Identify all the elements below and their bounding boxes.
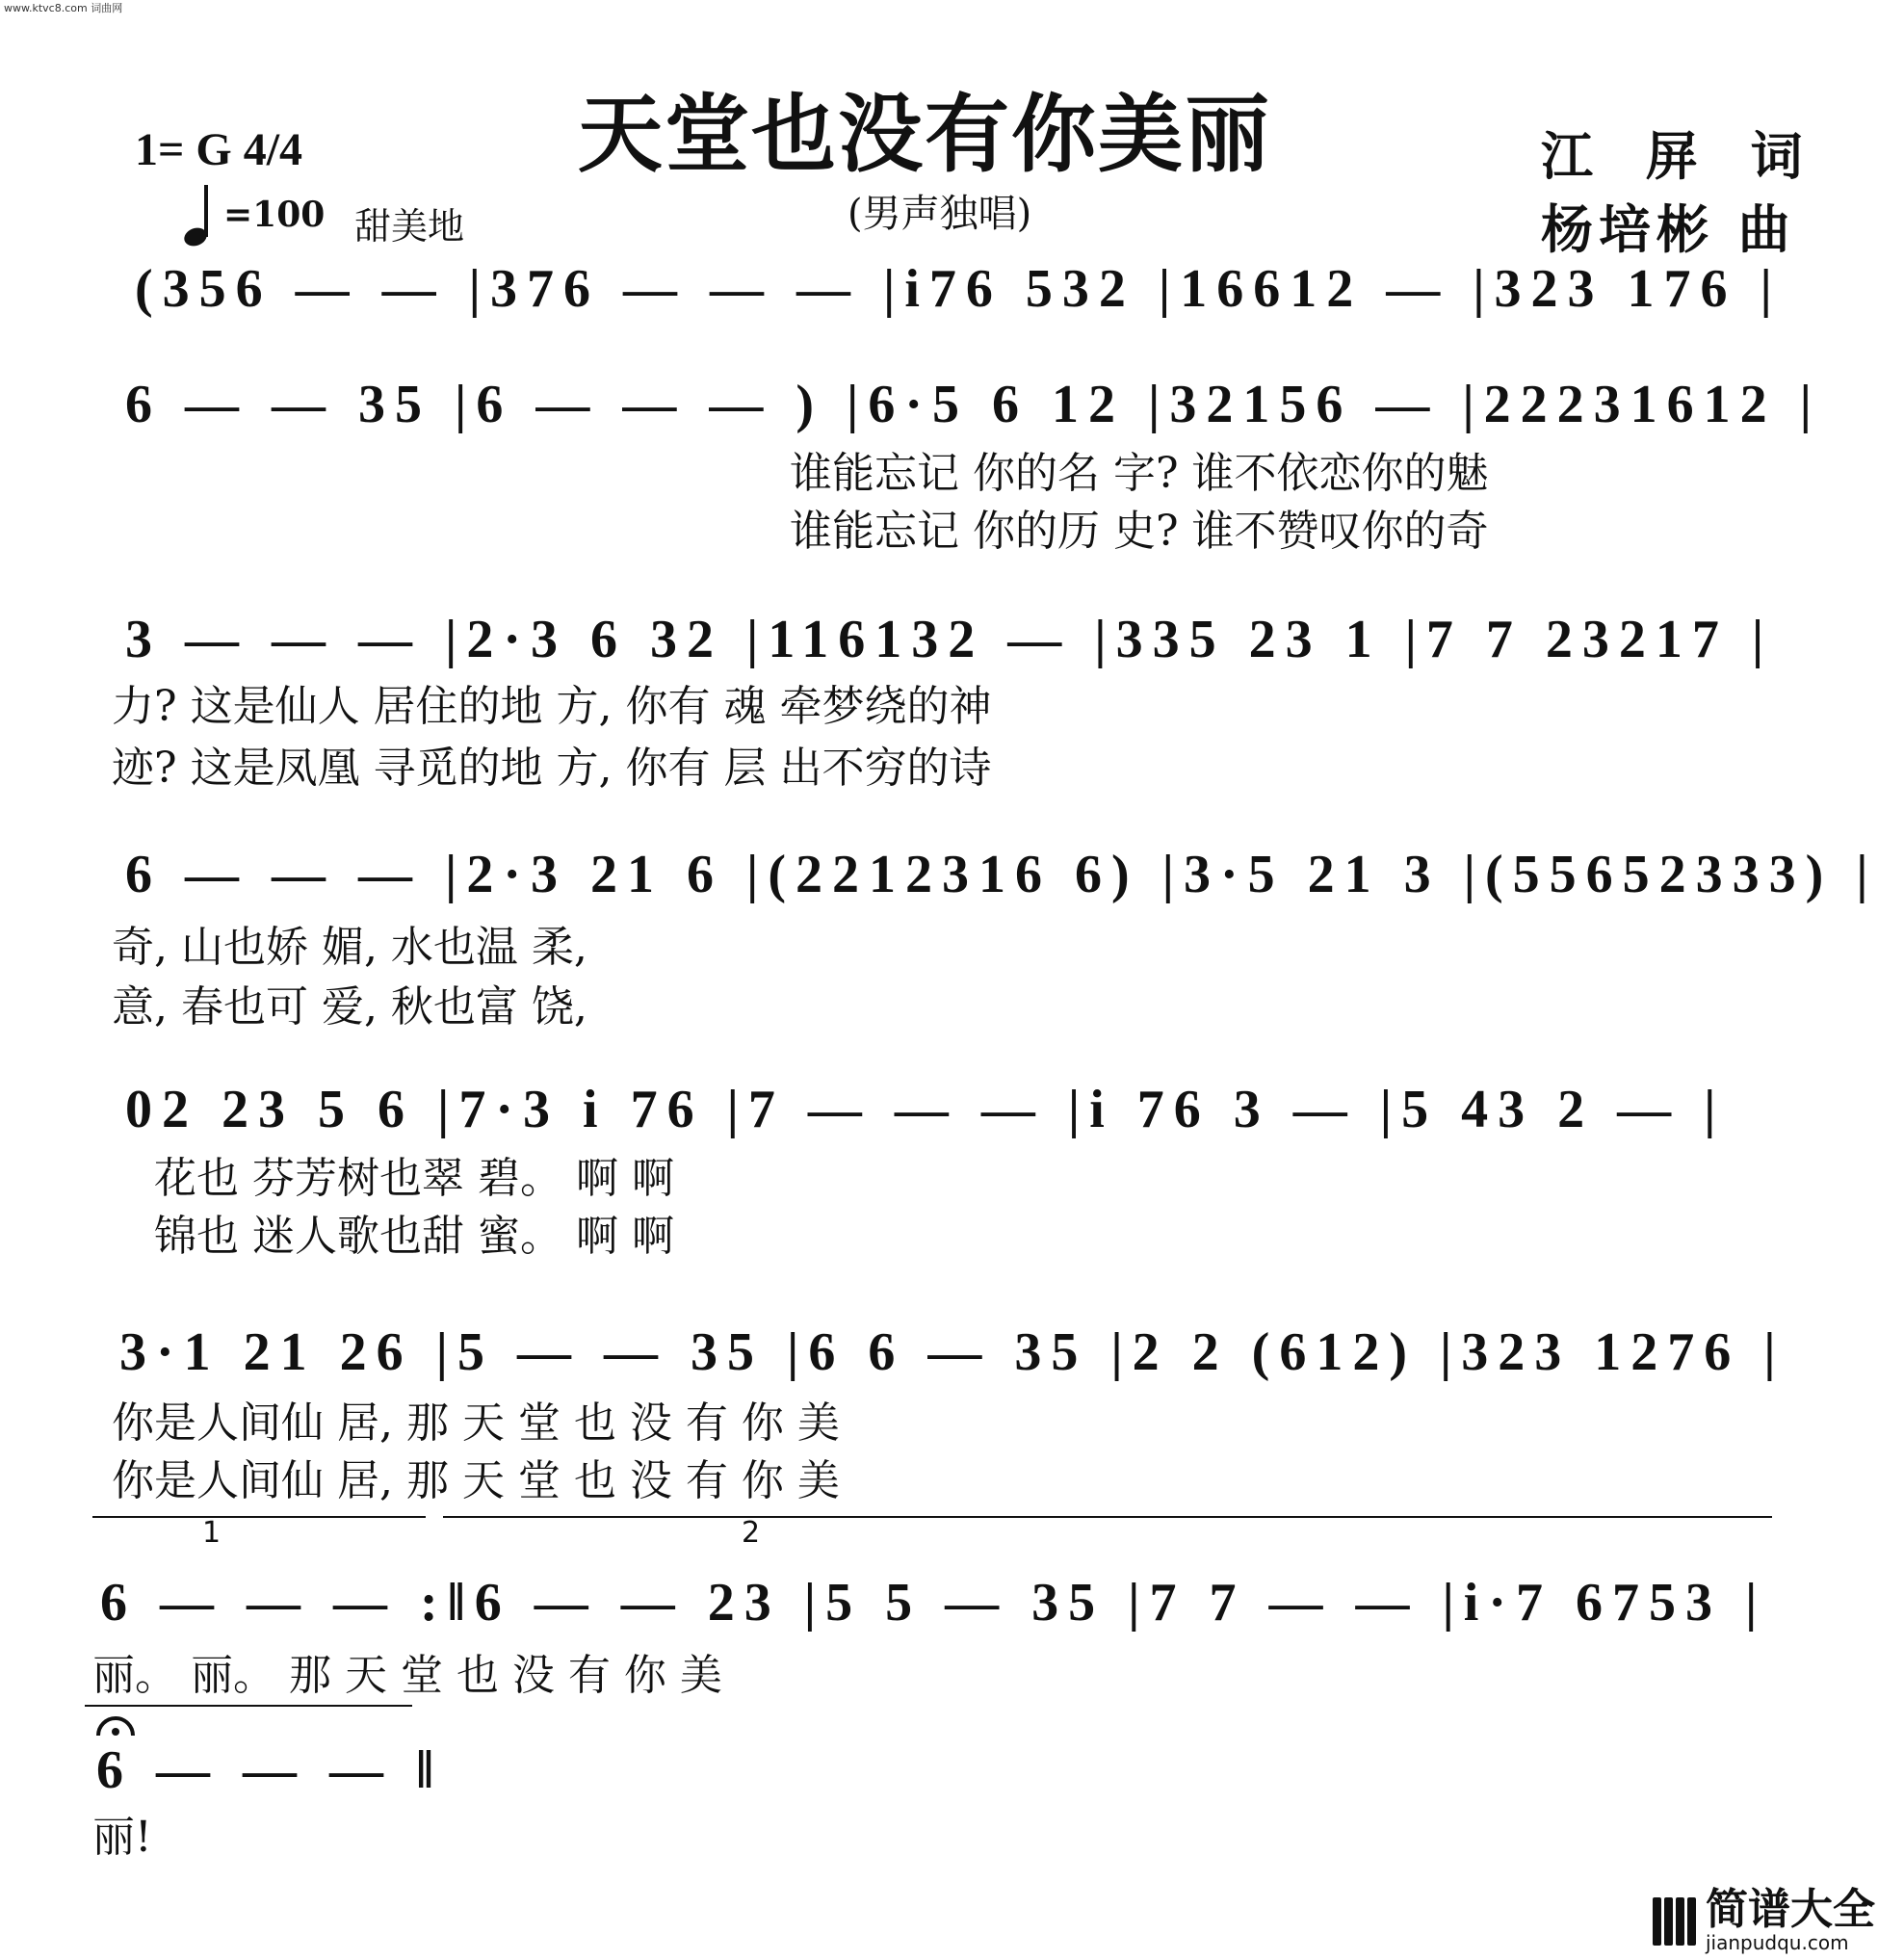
score-row-4-lyric-1: 奇, 山也娇 媚, 水也温 柔, bbox=[112, 923, 587, 972]
volta-1-bracket bbox=[92, 1516, 426, 1541]
score-row-5-notes: 02 23 5 6 |7·3 i 76 |7 — — — |i 76 3 — |5 43 2 — | bbox=[125, 1080, 1726, 1139]
score-row-2-lyric-1: 谁能忘记 你的名 字? 谁不依恋你的魅 bbox=[790, 449, 1489, 498]
brand-name: 简谱大全 bbox=[1706, 1885, 1875, 1934]
score-row-1-notes: (356 — — |376 — — — |i76 532 |16612 — |323 176 | bbox=[135, 259, 1782, 319]
song-title: 天堂也没有你美丽 bbox=[578, 84, 1272, 184]
score-row-3-lyric-1: 力? 这是仙人 居住的地 方, 你有 魂 牵梦绕的神 bbox=[112, 682, 992, 731]
brand-url: jianpudqu.com bbox=[1706, 1931, 1849, 1954]
brand-logo bbox=[1653, 1885, 1875, 1954]
score-row-6-lyric-1: 你是人间仙 居, 那 天 堂 也 没 有 你 美 bbox=[112, 1398, 840, 1448]
quarter-note-icon bbox=[183, 181, 218, 254]
score-row-3-lyric-2: 迹? 这是凤凰 寻觅的地 方, 你有 层 出不穷的诗 bbox=[112, 744, 992, 793]
volta-2-label: 2 bbox=[742, 1516, 761, 1550]
score-row-2-notes: 6 — — 35 |6 — — — ) |6·5 6 12 |32156 — |22231612 | bbox=[125, 375, 1821, 434]
source-watermark: www.ktvc8.com 词曲网 bbox=[4, 2, 123, 14]
volta-1-label: 1 bbox=[202, 1516, 222, 1550]
lyricist-credit: 江 屏 词 bbox=[1541, 125, 1820, 187]
score-row-7-notes: 6 — — — :‖6 — — 23 |5 5 — 35 |7 7 — — |i·7 6753 | bbox=[100, 1573, 1767, 1633]
piano-keys-icon bbox=[1653, 1897, 1696, 1946]
score-row-4-notes: 6 — — — |2·3 21 6 |(2212316 6) |3·5 21 3 |(55652333) | bbox=[125, 845, 1878, 904]
song-subtitle: (男声独唱) bbox=[848, 192, 1032, 236]
fermata-icon bbox=[94, 1711, 137, 1743]
score-row-7-lyric-1: 丽。 丽。 那 天 堂 也 没 有 你 美 bbox=[92, 1651, 722, 1700]
score-row-4-lyric-2: 意, 春也可 爱, 秋也富 饶, bbox=[112, 982, 587, 1032]
score-row-8-notes: 6 — — — ‖ bbox=[96, 1740, 444, 1800]
score-row-3-notes: 3 — — — |2·3 6 32 |116132 — |335 23 1 |7 7 23217 | bbox=[125, 610, 1774, 669]
score-row-2-lyric-2: 谁能忘记 你的历 史? 谁不赞叹你的奇 bbox=[790, 507, 1489, 556]
score-row-6-notes: 3·1 21 26 |5 — — 35 |6 6 — 35 |2 2 (612) |323 1276 | bbox=[119, 1322, 1786, 1382]
composer-credit: 杨培彬 曲 bbox=[1541, 198, 1796, 260]
score-row-8-lyric-1: 丽! bbox=[92, 1813, 152, 1862]
tempo-marking: =100 bbox=[223, 195, 326, 235]
final-line-bracket bbox=[85, 1705, 412, 1707]
volta-2-bracket bbox=[443, 1516, 1772, 1541]
expression-marking: 甜美地 bbox=[354, 205, 465, 248]
score-row-5-lyric-1: 花也 芬芳树也翠 碧。 啊 啊 bbox=[154, 1154, 674, 1203]
score-row-5-lyric-2: 锦也 迷人歌也甜 蜜。 啊 啊 bbox=[154, 1212, 674, 1261]
score-row-6-lyric-2: 你是人间仙 居, 那 天 堂 也 没 有 你 美 bbox=[112, 1456, 840, 1505]
key-signature: 1= G 4/4 bbox=[135, 124, 303, 175]
